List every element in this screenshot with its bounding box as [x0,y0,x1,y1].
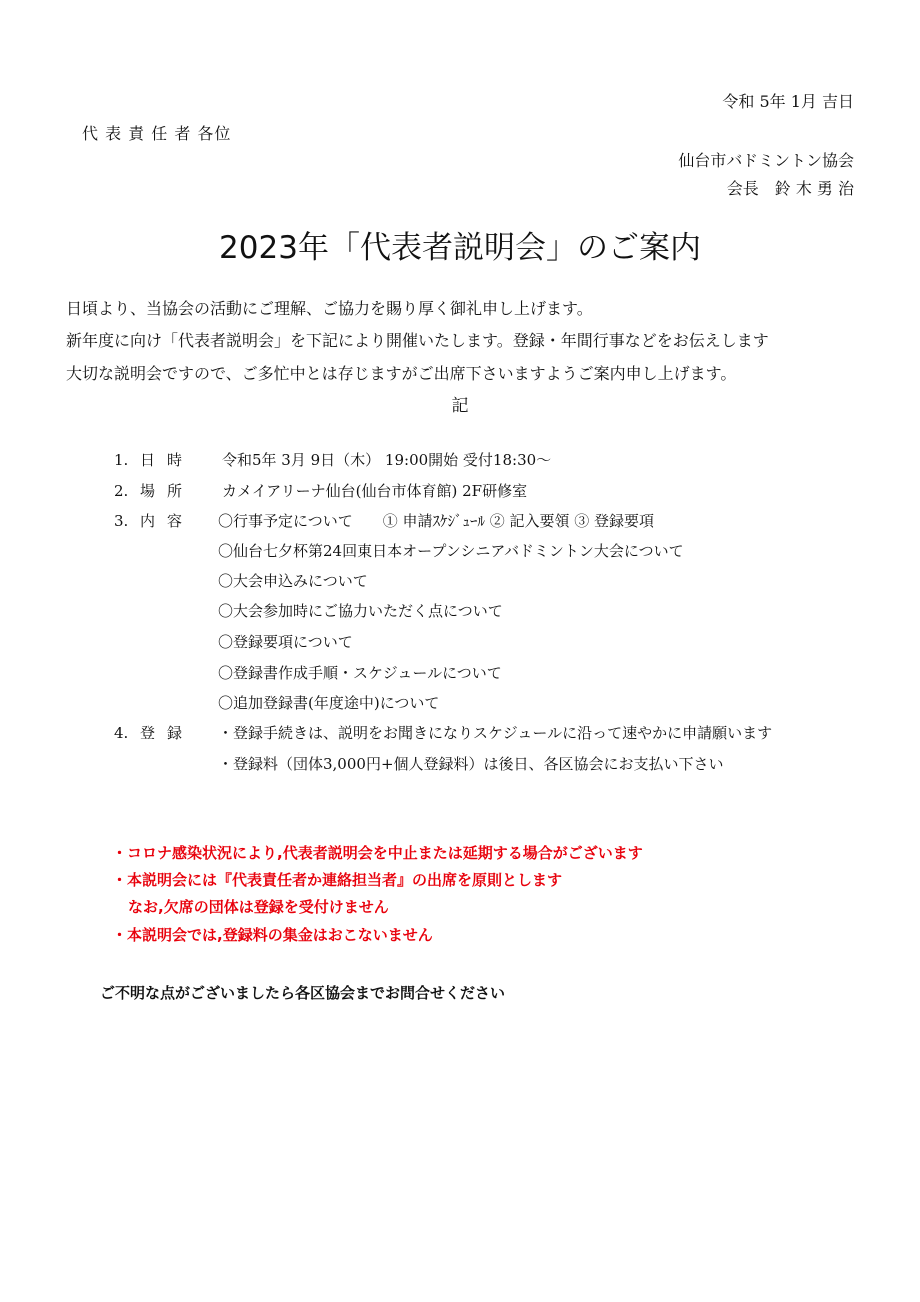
item-number: 3. [114,512,129,530]
item-place-label [114,480,194,501]
item-registration-label [114,722,194,743]
document-title: 2023年「代表者説明会」のご案内 [219,230,701,266]
president-name: 会長 鈴 木 勇 治 [726,179,854,198]
intro-paragraph-1: 日頃より、当協会の活動にご理解、ご協力を賜り厚く御礼申し上げます。 [66,299,593,318]
contents-line: 〇大会参加時にご協力いただく点について [218,602,503,620]
contents-line: 〇行事予定について ① 申請ｽｹｼﾞｭｰﾙ ② 記入要領 ③ 登録要項 [218,512,655,530]
registration-line: ・登録料（団体3,000円+個人登録料）は後日、各区協会にお支払い下さい [218,755,724,773]
item-contents-label [114,510,194,531]
item-name: 登録 [140,724,195,742]
registration-line: ・登録手続きは、説明をお聞きになりスケジュールに沿って速やかに申請願います [218,724,773,742]
organization-name: 仙台市バドミントン協会 [678,151,854,170]
contents-line: 〇追加登録書(年度途中)について [218,694,440,712]
item-datetime-value: 令和5年 3月 9日（木） 19:00開始 受付18:30～ [222,451,552,469]
notice-line: ・コロナ感染状況により,代表者説明会を中止または延期する場合がございます [112,844,643,862]
notice-line: なお,欠席の団体は登録を受付けません [128,898,389,916]
item-number: 1. [114,451,129,469]
contents-line: 〇登録要項について [218,633,353,651]
ki-marker: 記 [451,396,469,416]
item-name: 場所 [140,482,195,500]
date-line: 令和 5年 1月 吉日 [722,92,854,111]
intro-paragraph-2: 新年度に向け「代表者説明会」を下記により開催いたします。登録・年間行事などをお伝えします [66,331,769,350]
contents-line: 〇登録書作成手順・スケジュールについて [218,664,502,682]
item-datetime-label [114,449,194,470]
item-number: 2. [114,482,129,500]
notice-line: ・本説明会には『代表責任者か連絡担当者』の出席を原則とします [112,871,563,889]
item-name: 内容 [140,512,195,530]
contents-line: 〇大会申込みについて [218,572,368,590]
contents-line: 〇仙台七夕杯第24回東日本オープンシニアバドミントン大会について [218,542,684,560]
intro-paragraph-3: 大切な説明会ですので、ご多忙中とは存じますがご出席下さいますようご案内申し上げます。 [66,364,737,383]
closing-line: ご不明な点がございましたら各区協会までお問合せください [100,984,506,1002]
addressee-line: 代 表 責 任 者 各位 [82,124,232,143]
item-place-value: カメイアリーナ仙台(仙台市体育館) 2F研修室 [222,482,528,500]
item-number: 4. [114,724,129,742]
notice-line: ・本説明会では,登録料の集金はおこないません [112,926,433,944]
item-name: 日時 [140,451,195,469]
